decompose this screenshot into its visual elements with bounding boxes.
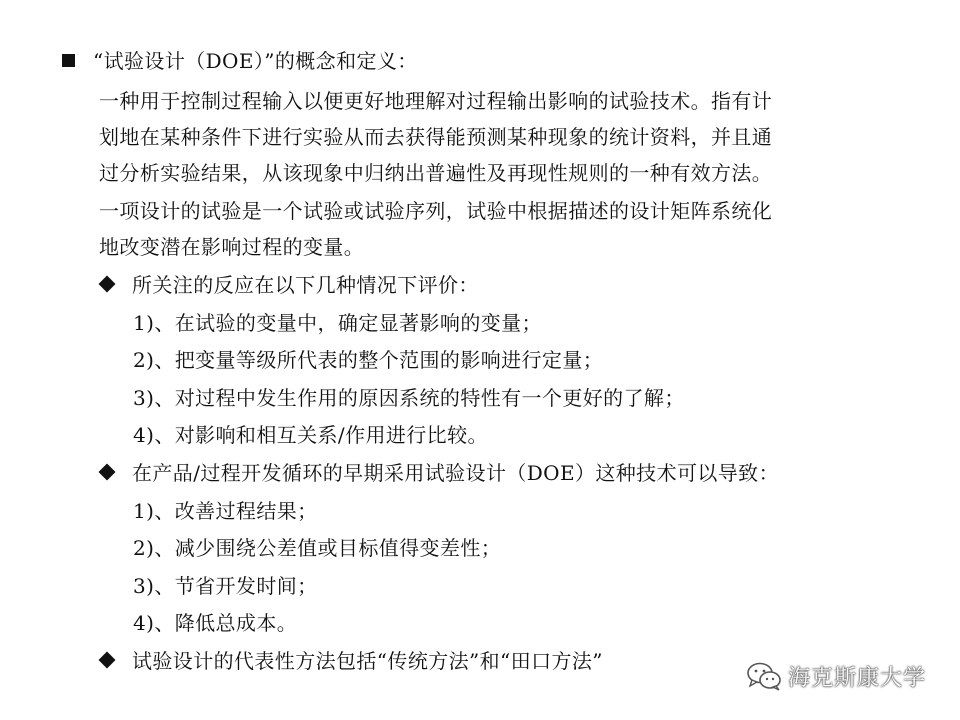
heading-text: “试验设计（DOE）”的概念和定义： xyxy=(93,49,418,73)
bullet3-title xyxy=(99,648,603,674)
bullet2-item-2: 2)、减少围绕公差值或目标值得变差性； xyxy=(133,536,502,560)
section-heading xyxy=(62,48,418,74)
paragraph1-line-1: 一种用于控制过程输入以便更好地理解对过程输出影响的试验技术。指有计 xyxy=(99,89,773,113)
wechat-icon xyxy=(746,661,782,691)
diamond-bullet-icon xyxy=(99,652,116,669)
paragraph2-line-1: 一项设计的试验是一个试验或试验序列，试验中根据描述的设计矩阵系统化 xyxy=(99,199,773,223)
bullet1-title-text: 所关注的反应在以下几种情况下评价： xyxy=(132,273,479,297)
paragraph1-line-3: 过分析实验结果，从该现象中归纳出普遍性及再现性规则的一种有效方法。 xyxy=(99,161,773,185)
bullet2-item-1: 1)、改善过程结果； xyxy=(133,499,318,523)
diamond-bullet-icon xyxy=(99,464,116,481)
paragraph2-line-2: 地改变潜在影响过程的变量。 xyxy=(99,235,365,259)
bullet3-title-text: 试验设计的代表性方法包括“传统方法”和“田口方法” xyxy=(132,649,603,673)
bullet1-title xyxy=(99,272,479,298)
bullet2-title xyxy=(99,460,779,486)
bullet2-item-3: 3)、节省开发时间； xyxy=(133,574,318,598)
bullet1-item-1: 1)、在试验的变量中，确定显著影响的变量； xyxy=(133,311,542,335)
square-bullet-icon xyxy=(62,54,75,67)
bullet1-item-2: 2)、把变量等级所代表的整个范围的影响进行定量； xyxy=(133,348,604,372)
bullet1-item-4: 4)、对影响和相互关系/作用进行比较。 xyxy=(133,423,488,447)
bullet2-item-4: 4)、降低总成本。 xyxy=(133,611,298,635)
paragraph1-line-2: 划地在某种条件下进行实验从而去获得能预测某种现象的统计资料，并且通 xyxy=(99,125,773,149)
watermark xyxy=(746,658,926,694)
bullet1-item-3: 3)、对过程中发生作用的原因系统的特性有一个更好的了解； xyxy=(133,386,685,410)
watermark-text: 海克斯康大学 xyxy=(788,665,927,691)
diamond-bullet-icon xyxy=(99,276,116,293)
bullet2-title-text: 在产品/过程开发循环的早期采用试验设计（DOE）这种技术可以导致： xyxy=(132,461,779,485)
